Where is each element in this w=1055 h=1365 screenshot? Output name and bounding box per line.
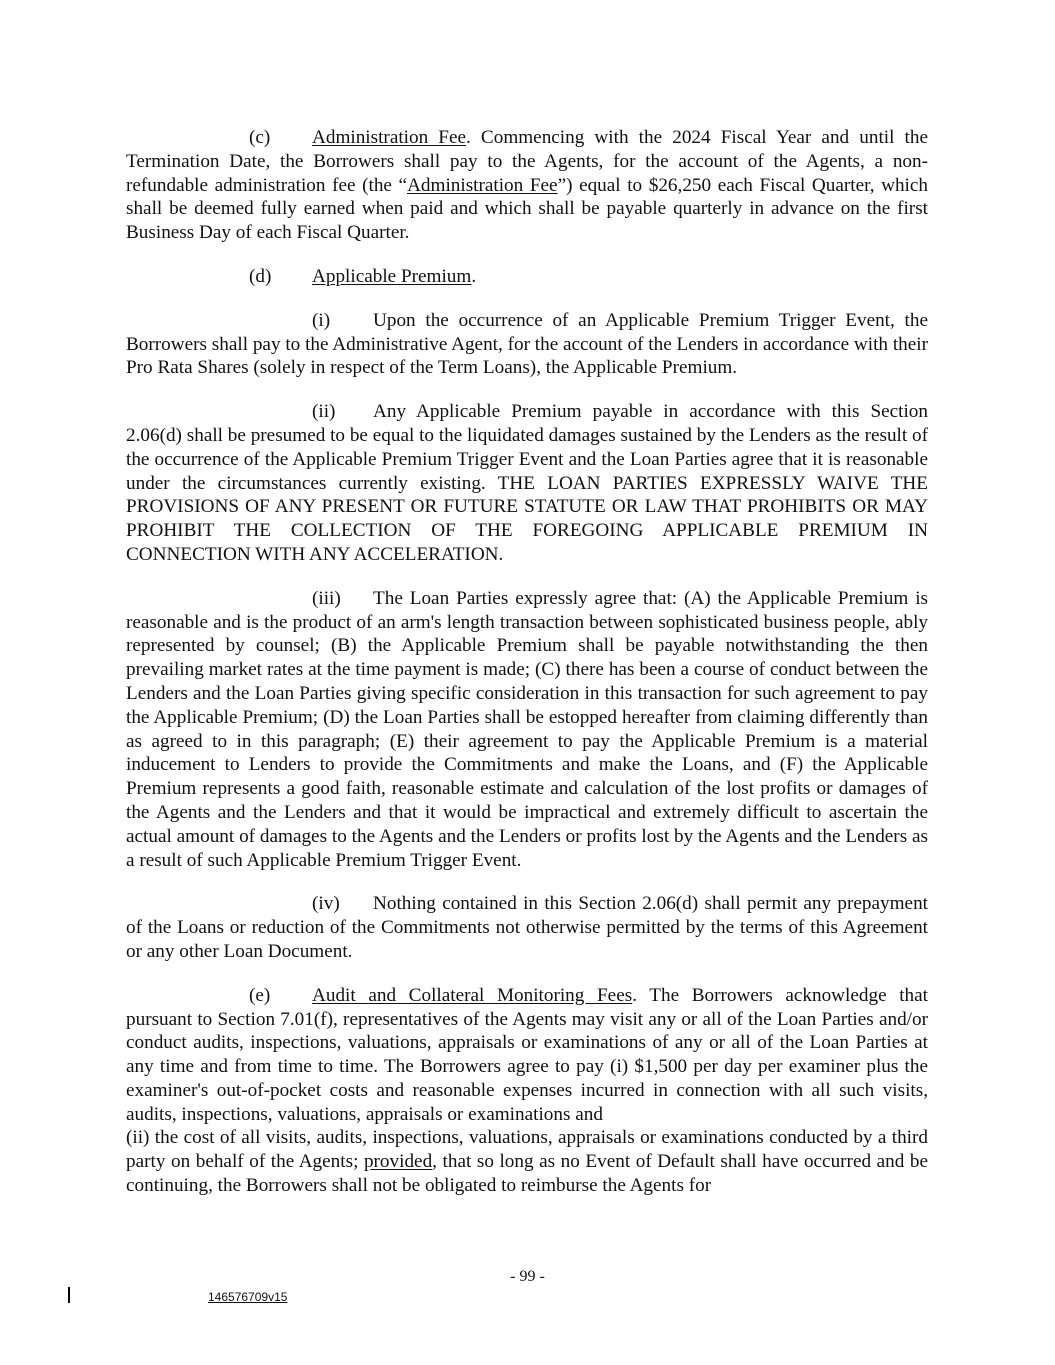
document-id: 146576709v15 [208,1290,288,1304]
clause-i-text: Upon the occurrence of an Applicable Premium Trigger Event, the Borrowers shall pay to the Administrative Agent, for the account of the Lenders in accordance with their Pro Rata Shares (solely in respect of the Term Loans), the Applicable Premium. [126,309,928,379]
revision-margin-bar [68,1287,70,1303]
clause-iii-text: The Loan Parties expressly agree that: (A) the Applicable Premium is reasonable and is the product of an arm's length transaction between sophisticated business people, ably represented by counsel; (B) the Applicable Premium shall be payable notwithstanding the then prevailing market rates at the time payment is made; (C) there has been a course of conduct between the Lenders and the Loan Parties giving specific consideration in this transaction for such agreement to pay the Applicable Premium; (D) the Loan Parties shall be estopped hereafter from claiming differently than as agreed to in this paragraph; (E) their agreement to pay the Applicable Premium is a material inducement to Lenders to provide the Commitments and make the Loans, and (F) the Applicable Premium represents a good faith, reasonable estimate and calculation of the lost profits or damages of the Agents and the Lenders and that it would be impractical and extremely difficult to ascertain the actual amount of damages to the Agents and the Lenders or profits lost by the Agents and the Lenders as a result of such Applicable Premium Trigger Event. [126,587,928,871]
clause-ii-label: (ii) [312,401,336,423]
section-e-label: (e) [249,984,271,1006]
page-number: - 99 - [510,1268,545,1285]
section-c-rest: ”) equal to $26,250 each Fiscal Quarter, which shall be deemed fully earned when paid and which shall be payable quarterly in advance on the first Business Day of each Fiscal Quarter. [126,174,929,244]
section-c-label: (c) [249,127,271,148]
defined-term-administration-fee: Administration Fee [407,174,558,196]
section-e-text-3: , that so long as no Event of Default shall have occurred and be continuing, the Borrowers shall not be obligated to reimburse the Agents for [126,1151,928,1197]
paragraph-d-i [126,309,928,380]
section-e-text-2: (ii) the cost of all visits, audits, inspections, valuations, appraisals or examinations conducted by a third party on behalf of the Agents; [126,1127,928,1173]
paragraph-d-ii [126,400,928,567]
section-c-heading: Administration Fee [312,127,467,148]
clause-iii-label: (iii) [312,587,341,609]
page-body [126,126,928,1198]
section-e-heading: Audit and Collateral Monitoring Fees [312,984,633,1006]
paragraph-e [126,984,928,1198]
clause-i-label: (i) [312,309,331,331]
paragraph-c [126,126,928,245]
section-d-heading: Applicable Premium [312,265,472,287]
clause-ii-text: Any Applicable Premium payable in accordance with this Section 2.06(d) shall be presumed to be equal to the liquidated damages sustained by the Lenders as the result of the occurrence of the Applicable Premium Trigger Event and the Loan Parties agree that it is reasonable under the circumstances currently existing. THE LOAN PARTIES EXPRESSLY WAIVE THE PROVISIONS OF ANY PRESENT OR FUTURE STATUTE OR LAW THAT PROHIBITS OR MAY PROHIBIT THE COLLECTION OF THE FOREGOING APPLICABLE PREMIUM IN CONNECTION WITH ANY ACCELERATION. [126,401,928,565]
section-d-label: (d) [249,265,272,287]
section-d-period: . [471,265,477,287]
section-e-text-1: . The Borrowers acknowledge that pursuant to Section 7.01(f), representatives of the Agents may visit any or all of the Loan Parties and/or conduct audits, inspections, valuations, appraisals or examinations of any or all of the Loan Parties at any time and from time to time. The Borrowers agree to pay (i) $1,500 per day per examiner plus the examiner's out-of-pocket costs and reasonable expenses incurred in connection with all such visits, audits, inspections, valuations, appraisals or examinations and [126,984,928,1125]
section-c-text: . Commencing with the 2024 Fiscal Year and until the Termination Date, the Borrowers shall pay to the Agents, for the account of the Agents, a non-refundable administration fee (the “ [126,127,928,196]
clause-iv-label: (iv) [312,893,340,915]
paragraph-d-iii [126,587,928,873]
clause-iv-text: Nothing contained in this Section 2.06(d) shall permit any prepayment of the Loans or reduction of the Commitments not otherwise permitted by the terms of this Agreement or any other Loan Document. [126,893,928,962]
paragraph-d [126,265,928,289]
provided-term: provided [363,1151,433,1173]
paragraph-d-iv [126,892,928,963]
